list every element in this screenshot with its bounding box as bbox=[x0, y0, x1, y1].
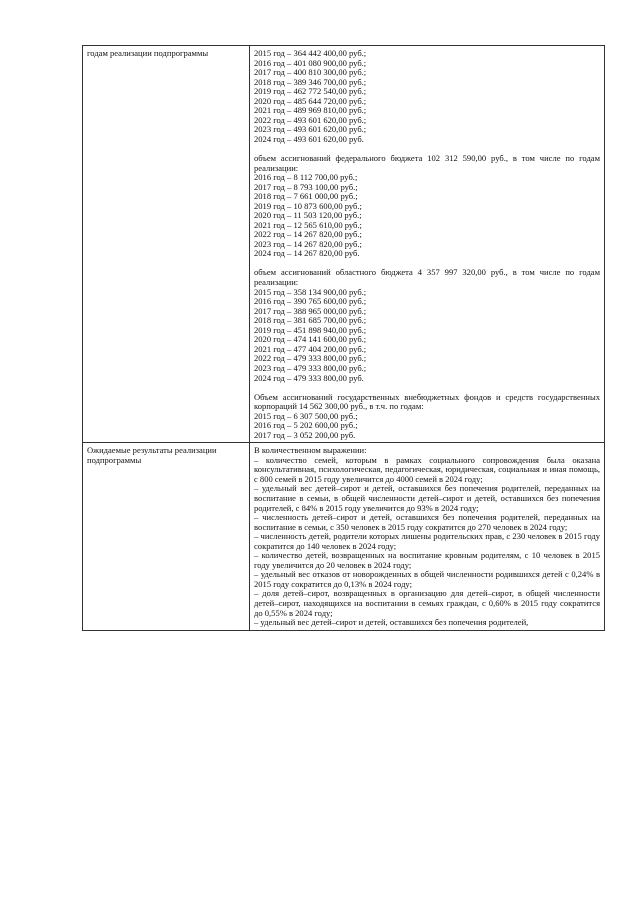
year-line: 2018 год – 7 661 000,00 руб.; bbox=[254, 191, 358, 202]
row-label: Ожидаемые результаты реализации подпрограммы bbox=[87, 445, 217, 465]
year-line: 2020 год – 11 503 120,00 руб.; bbox=[254, 210, 362, 221]
year-line: 2019 год – 462 772 540,00 руб.; bbox=[254, 86, 367, 97]
year-line: 2022 год – 479 333 800,00 руб.; bbox=[254, 353, 367, 364]
federal-budget-intro: объем ассигнований федерального бюджета 102 312 590,00 руб., в том числе по годам реализации: bbox=[254, 152, 600, 173]
year-line: 2018 год – 389 346 700,00 руб.; bbox=[254, 76, 367, 87]
year-line: 2018 год – 381 685 700,00 руб.; bbox=[254, 315, 367, 326]
year-line: 2015 год – 358 134 900,00 руб.; bbox=[254, 286, 367, 297]
year-line: 2016 год – 8 112 700,00 руб.; bbox=[254, 172, 358, 183]
year-line: 2015 год – 364 442 400,00 руб.; bbox=[254, 48, 367, 58]
federal-budget-block bbox=[254, 154, 600, 259]
result-item: – удельный вес детей–сирот и детей, оставшихся без попечения родителей, bbox=[254, 617, 529, 628]
row-label: годам реализации подпрограммы bbox=[87, 48, 209, 58]
row-label-cell bbox=[83, 46, 250, 443]
result-item: – количество семей, которым в рамках социального сопровождения была оказана консультативная, психологическая, педагогическая, юридическая, социальная и иная помощь, с 800 семей в 2015 году увеличится до 4000 семей в 2024 году; bbox=[254, 454, 600, 484]
year-line: 2024 год – 14 267 820,00 руб. bbox=[254, 248, 360, 259]
year-line: 2017 год – 8 793 100,00 руб.; bbox=[254, 181, 358, 192]
result-item: – количество детей, возвращенных на воспитание кровным родителям, с 10 человек в 2015 году увеличится до 20 человек в 2024 году; bbox=[254, 550, 600, 570]
regional-budget-block bbox=[254, 268, 600, 383]
year-line: 2021 год – 12 565 610,00 руб.; bbox=[254, 219, 362, 230]
year-line: 2023 год – 14 267 820,00 руб.; bbox=[254, 238, 362, 249]
row-value-cell bbox=[250, 443, 605, 630]
year-line: 2023 год – 493 601 620,00 руб.; bbox=[254, 124, 367, 135]
row-value-cell bbox=[250, 46, 605, 443]
year-line: 2017 год – 3 052 200,00 руб. bbox=[254, 429, 356, 440]
year-line: 2015 год – 6 307 500,00 руб.; bbox=[254, 410, 358, 421]
extrabudgetary-block bbox=[254, 393, 600, 441]
result-item: – доля детей–сирот, возвращенных в организацию для детей–сирот, в общей численности детей–сирот, находящихся на воспитании в семьях граждан, с 0,60% в 2015 году сократится до 0,55% в 2024 году; bbox=[254, 588, 600, 618]
year-line: 2020 год – 474 141 600,00 руб.; bbox=[254, 334, 367, 345]
total-by-years bbox=[254, 49, 600, 144]
regional-budget-intro: объем ассигнований областного бюджета 4 357 997 320,00 руб., в том числе по годам реализации: bbox=[254, 267, 600, 288]
year-line: 2021 год – 477 404 200,00 руб.; bbox=[254, 343, 367, 354]
year-line: 2016 год – 390 765 600,00 руб.; bbox=[254, 296, 367, 307]
year-line: 2019 год – 10 873 600,00 руб.; bbox=[254, 200, 362, 211]
year-line: 2024 год – 493 601 620,00 руб. bbox=[254, 133, 364, 144]
year-line: 2022 год – 493 601 620,00 руб.; bbox=[254, 114, 367, 125]
year-line: 2024 год – 479 333 800,00 руб. bbox=[254, 372, 364, 383]
year-line: 2017 год – 400 810 300,00 руб.; bbox=[254, 67, 367, 78]
table-row bbox=[83, 443, 605, 630]
extrabudgetary-intro: Объем ассигнований государственных внебюджетных фондов и средств государственных корпораций 14 562 300,00 руб., в т.ч. по годам: bbox=[254, 391, 600, 412]
year-line: 2016 год – 5 202 600,00 руб.; bbox=[254, 420, 358, 431]
year-line: 2023 год – 479 333 800,00 руб.; bbox=[254, 362, 367, 373]
result-item: – удельный вес отказов от новорожденных в общей численности родившихся детей с 0,24% в 2015 году сократится до 0,13% в 2024 году; bbox=[254, 569, 600, 589]
table-row bbox=[83, 46, 605, 443]
subprogram-passport-table bbox=[82, 45, 605, 631]
year-line: 2016 год – 401 080 900,00 руб.; bbox=[254, 57, 367, 68]
year-line: 2022 год – 14 267 820,00 руб.; bbox=[254, 229, 362, 240]
results-intro: В количественном выражении: bbox=[254, 445, 367, 456]
result-item: – численность детей–сирот и детей, оставшихся без попечения родителей, переданных на воспитание в семьи, с 350 человек в 2015 году сократится до 270 человек в 2024 году; bbox=[254, 512, 600, 532]
result-item: – удельный вес детей–сирот и детей, оставшихся без попечения родителей, переданных на воспитание в семьи, в общей численности детей–сирот и детей, оставшихся без попечения родителей, с 84% в 2015 году увеличится до 93% в 2024 году; bbox=[254, 483, 600, 513]
year-line: 2017 год – 388 965 000,00 руб.; bbox=[254, 305, 367, 316]
year-line: 2019 год – 451 898 940,00 руб.; bbox=[254, 324, 367, 335]
result-item: – численность детей, родители которых лишены родительских прав, с 230 человек в 2015 году сократится до 140 человек в 2024 году; bbox=[254, 531, 600, 551]
row-label-cell bbox=[83, 443, 250, 630]
year-line: 2021 год – 489 969 810,00 руб.; bbox=[254, 105, 367, 116]
year-line: 2020 год – 485 644 720,00 руб.; bbox=[254, 95, 367, 106]
